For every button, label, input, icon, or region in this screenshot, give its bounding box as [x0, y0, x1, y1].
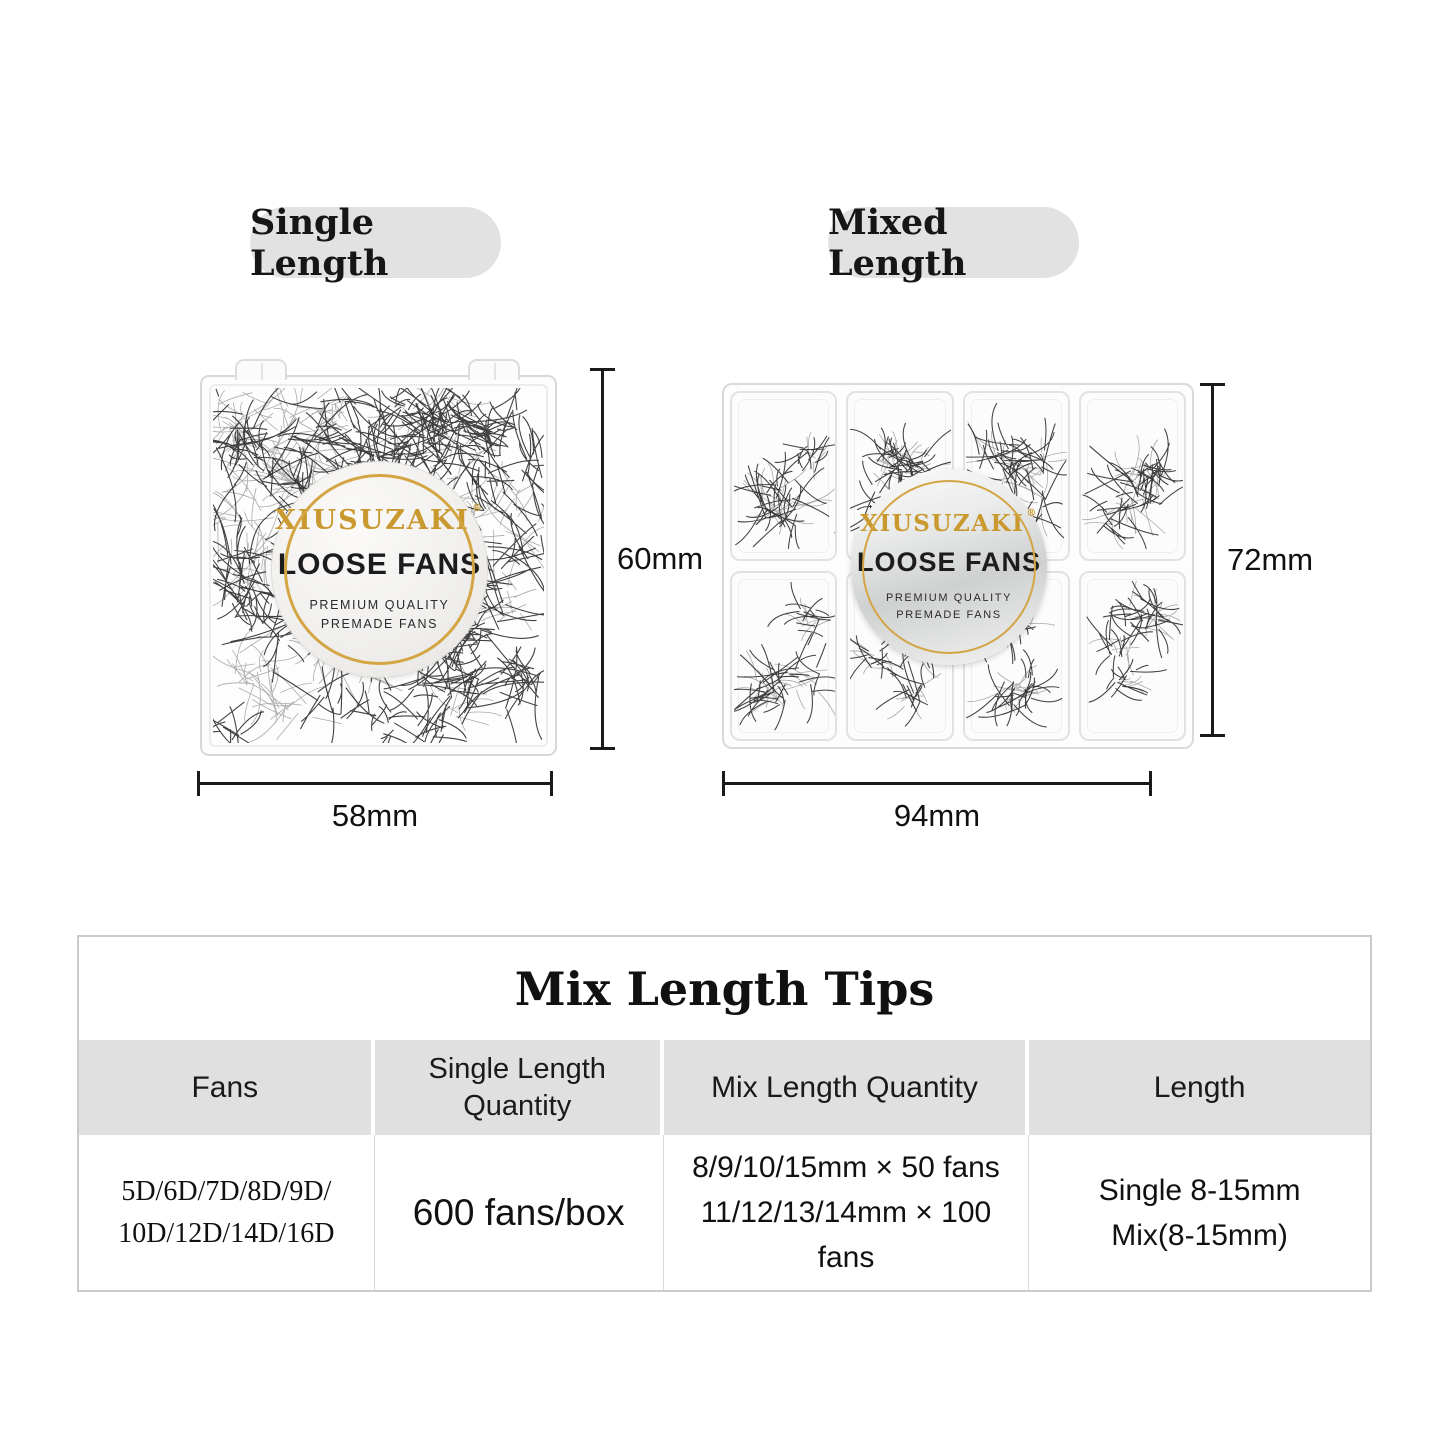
column-header-length: Length: [1029, 1040, 1370, 1135]
product-name: LOOSE FANS: [277, 547, 482, 581]
product-tagline: PREMIUM QUALITY PREMADE FANS: [885, 591, 1013, 621]
cell-single-length-quantity: 600 fans/box: [375, 1135, 664, 1290]
brand-name: XIUSUZAKI ®: [275, 502, 484, 536]
column-header-mix-length-quantity: Mix Length Quantity: [664, 1040, 1029, 1135]
product-tagline: PREMIUM QUALITY PREMADE FANS: [309, 597, 450, 631]
column-header-single-length-quantity: Single Length Quantity: [375, 1040, 664, 1135]
registered-trademark-icon: ®: [1026, 507, 1038, 519]
mixed-length-badge-label: Mixed Length: [828, 201, 967, 284]
mix-length-tips-table: [77, 935, 1372, 1292]
cell-fans: 5D/6D/7D/8D/9D/ 10D/12D/14D/16D: [79, 1135, 375, 1290]
single-length-badge: [250, 201, 501, 284]
dimension-line-width-94mm: [722, 771, 1152, 833]
column-header-fans: Fans: [79, 1040, 375, 1135]
registered-trademark-icon: ®: [471, 502, 484, 514]
cell-mix-length-quantity: 8/9/10/15mm × 50 fans 11/12/13/14mm × 100 fans: [664, 1135, 1029, 1290]
mixed-length-box: [722, 383, 1194, 749]
dimension-line-width-58mm: [197, 771, 553, 833]
table-data-row: [79, 1135, 1370, 1290]
dimension-line-height-72mm: [1200, 383, 1314, 737]
dimension-value: 72mm: [1227, 542, 1314, 577]
single-length-badge-label: Single Length: [250, 201, 389, 284]
dimension-value: 60mm: [617, 541, 704, 576]
product-name: LOOSE FANS: [856, 546, 1042, 577]
dimension-line-height-60mm: [590, 368, 704, 750]
dimension-value: 94mm: [893, 798, 981, 833]
single-length-box: [200, 375, 557, 756]
table-header-row: [79, 1040, 1370, 1135]
brand-label-mixed: [851, 469, 1047, 665]
cell-length: Single 8-15mm Mix(8-15mm): [1098, 1173, 1301, 1252]
brand-label-single: [272, 462, 487, 677]
dimension-value: 58mm: [331, 798, 419, 833]
table-title: Mix Length Tips: [514, 961, 935, 1016]
brand-name: XIUSUZAKI ®: [860, 507, 1038, 537]
mixed-length-badge: [828, 201, 1079, 284]
